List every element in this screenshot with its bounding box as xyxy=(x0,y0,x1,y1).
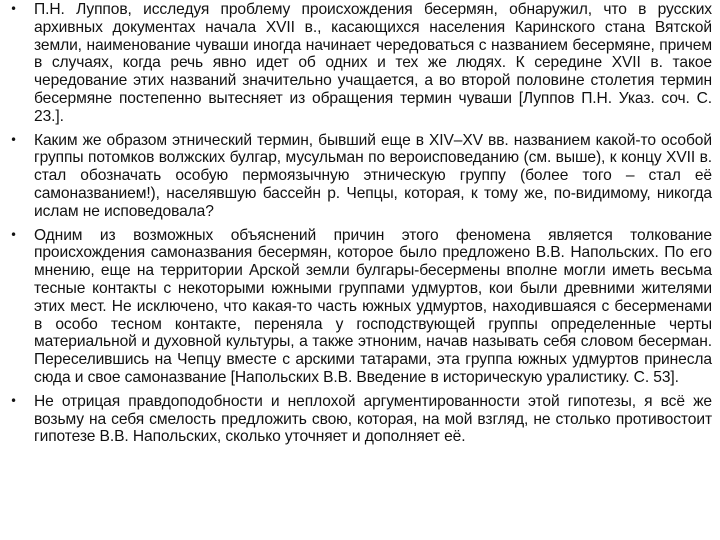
bullet-icon: • xyxy=(10,227,17,242)
bullet-text: Одним из возможных объяснений причин этого феномена является толкование происхождения самоназвания бесермян, которое было предложено В.В. Напольских. По его мнению, еще на территории Арской земли булгары-бесермены вполне могли иметь весьма тесные контакты с некоторыми южными группами удмуртов, кои были древними жителями этих мест. Не исключено, что какая-то часть южных удмуртов, находившаяся с бесерменами в особо тесном контакте, переняла у господствующей группы определенные черты материальной и духовной культуры, а также этноним, начав называть себя словом бесерман. Переселившись на Чепцу вместе с арскими татарами, эта группа южных удмуртов принесла сюда и свое самоназвание [Напольских В.В. Введение в историческую уралистику. С. 53]. xyxy=(34,226,712,386)
bullet-item xyxy=(10,132,712,221)
bullet-item xyxy=(10,227,712,387)
bullet-icon: • xyxy=(10,2,17,16)
bullet-icon: • xyxy=(10,132,17,147)
bullet-icon: • xyxy=(10,393,17,408)
bullet-text: П.Н. Луппов, исследуя проблему происхождения бесермян, обнаружил, что в русских архивных документах начала XVII в., касающихся населения Каринского стана Вятской земли, наименование чуваши иногда начинает чередоваться с названием бесермяне, причем в случаях, когда речь явно идет об одних и тех же людях. К середине XVII в. такое чередование этих названий значительно учащается, а во второй половине столетия термин бесермяне постепенно вытесняет из обращения термин чуваши [Луппов П.Н. Указ. соч. С. 23.]. xyxy=(34,1,712,125)
bullet-text: Не отрицая правдоподобности и неплохой аргументированности этой гипотезы, я всё же возьму на себя смелость предложить свою, которая, на мой взгляд, не столько противостоит гипотезе В.В. Напольских, сколько уточняет и дополняет её. xyxy=(34,392,712,446)
bullet-list xyxy=(10,1,712,452)
bullet-text: Каким же образом этнический термин, бывший еще в XIV–XV вв. названием какой-то особой группы потомков волжских булгар, мусульман по вероисповеданию (см. выше), к концу XVII в. стал обозначать особую пермоязычную этническую группу (более того – стал её самоназванием!), населявшую бассейн р. Чепцы, которая, к тому же, по-видимому, никогда ислам не исповедовала? xyxy=(34,131,712,220)
bullet-item xyxy=(10,393,712,446)
bullet-item xyxy=(10,1,712,126)
